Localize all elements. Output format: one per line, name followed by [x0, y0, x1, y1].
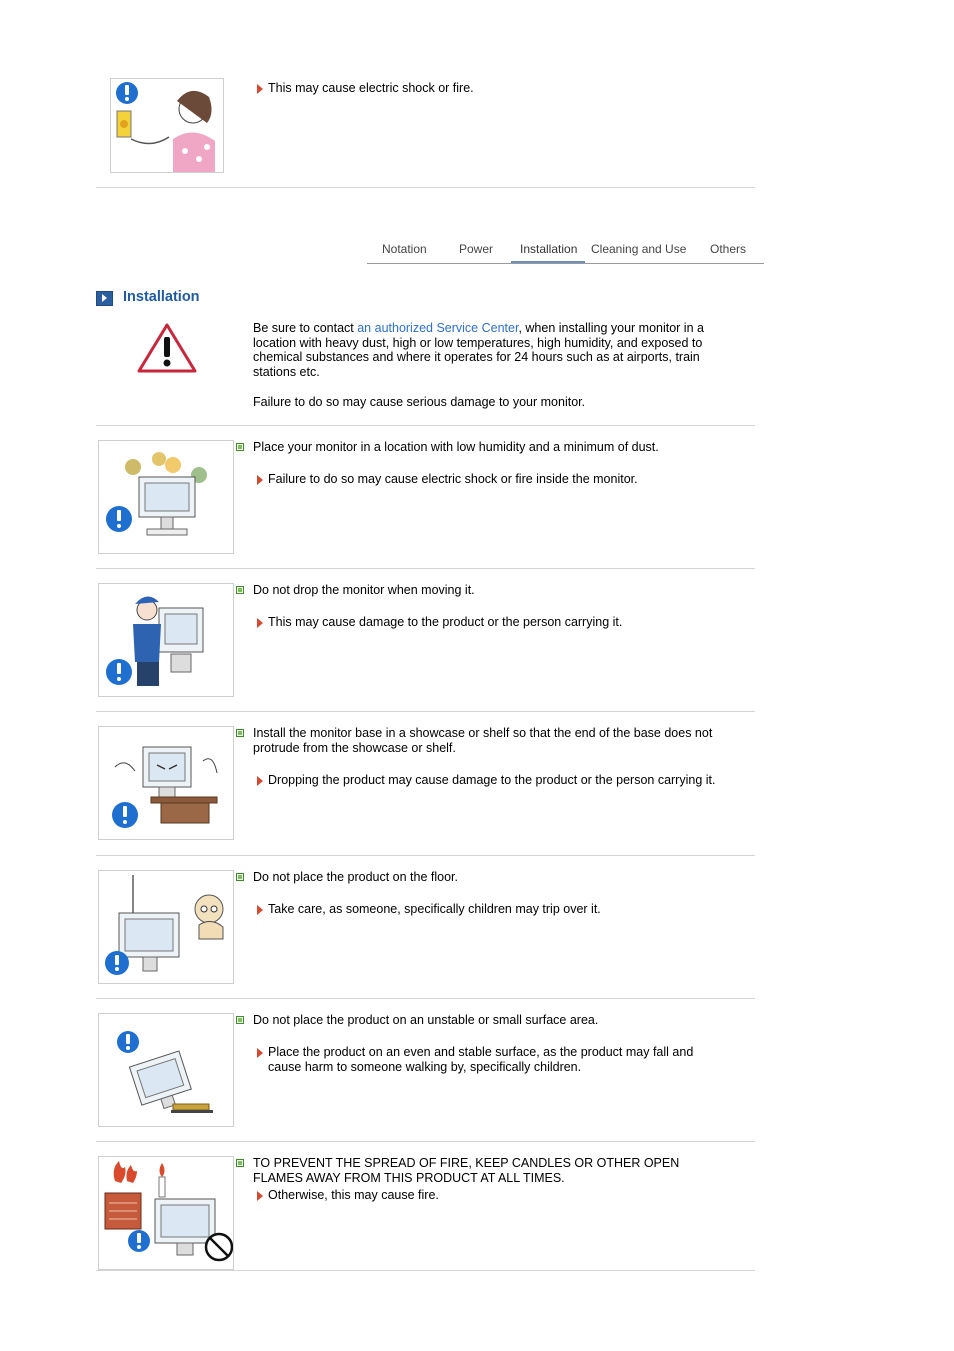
instruction-text: Install the monitor base in a showcase or shelf so that the end of the base does not	[253, 726, 713, 740]
warning-bullet-icon	[257, 776, 263, 786]
instruction-bullet-icon	[236, 1159, 244, 1167]
warning-bullet-icon	[257, 1191, 263, 1201]
instruction-text: Do not place the product on an unstable or small surface area.	[253, 1013, 599, 1027]
warning-bullet-icon	[257, 475, 263, 485]
instruction-bullet-icon	[236, 586, 244, 594]
instruction-bullet-icon	[236, 873, 244, 881]
warning-text: This may cause electric shock or fire.	[268, 81, 474, 95]
illustration-monitor-on-floor	[98, 870, 234, 984]
intro-line-2: location with heavy dust, high or low temperatures, high humidity, and exposed to	[253, 336, 703, 350]
warning-text: Place the product on an even and stable surface, as the product may fall and	[268, 1045, 694, 1059]
instruction-text: protrude from the showcase or shelf.	[253, 741, 456, 755]
tab-others[interactable]: Others	[710, 242, 747, 256]
active-tab-indicator	[511, 261, 585, 263]
warning-bullet-icon	[257, 905, 263, 915]
play-arrow-icon	[96, 291, 113, 306]
illustration-monitor-near-flames	[98, 1156, 234, 1270]
divider	[96, 855, 755, 856]
intro-line-1	[253, 321, 704, 336]
failure-text: Failure to do so may cause serious damage to your monitor.	[253, 395, 586, 409]
instruction-bullet-icon	[236, 729, 244, 737]
divider	[96, 1141, 755, 1142]
warning-bullet-icon	[257, 618, 263, 628]
illustration-dusty-monitor	[98, 440, 234, 554]
warning-text: Failure to do so may cause electric shock or fire inside the monitor.	[268, 472, 638, 486]
warning-text: Otherwise, this may cause fire.	[268, 1188, 439, 1202]
intro-text: Be sure to contact	[253, 321, 358, 335]
intro-line-3: chemical substances and where it operates for 24 hours such as at airports, train	[253, 350, 700, 364]
caution-triangle-icon	[136, 322, 198, 374]
instruction-bullet-icon	[236, 443, 244, 451]
warning-text: Dropping the product may cause damage to the product or the person carrying it.	[268, 773, 716, 787]
illustration-woman-unplugging	[110, 78, 224, 173]
section-title: Installation	[123, 289, 200, 305]
tab-installation[interactable]: Installation	[520, 242, 578, 256]
divider	[96, 998, 755, 999]
illustration-monitor-unstable-surface	[98, 1013, 234, 1127]
divider	[96, 425, 755, 426]
tab-notation[interactable]: Notation	[382, 242, 427, 256]
service-center-link[interactable]: an authorized Service Center	[357, 321, 519, 335]
warning-text: cause harm to someone walking by, specifically children.	[268, 1060, 582, 1074]
instruction-text: Do not drop the monitor when moving it.	[253, 583, 475, 597]
intro-line-4: stations etc.	[253, 365, 320, 379]
illustration-man-carrying-monitor	[98, 583, 234, 697]
warning-bullet-icon	[257, 84, 263, 94]
tab-cleaning-and-use[interactable]: Cleaning and Use	[591, 242, 687, 256]
divider	[96, 1270, 755, 1271]
instruction-text: TO PREVENT THE SPREAD OF FIRE, KEEP CANDLES OR OTHER OPEN	[253, 1156, 680, 1170]
instruction-text: Place your monitor in a location with low humidity and a minimum of dust.	[253, 440, 659, 454]
instruction-bullet-icon	[236, 1016, 244, 1024]
tab-power[interactable]: Power	[459, 242, 494, 256]
divider	[96, 187, 755, 188]
instruction-text: FLAMES AWAY FROM THIS PRODUCT AT ALL TIMES.	[253, 1171, 565, 1185]
divider	[96, 711, 755, 712]
warning-text: Take care, as someone, specifically children may trip over it.	[268, 902, 601, 916]
warning-bullet-icon	[257, 1048, 263, 1058]
divider	[96, 568, 755, 569]
illustration-monitor-on-shelf	[98, 726, 234, 840]
warning-text: This may cause damage to the product or the person carrying it.	[268, 615, 623, 629]
instruction-text: Do not place the product on the floor.	[253, 870, 458, 884]
intro-text: , when installing your monitor in a	[518, 321, 704, 335]
